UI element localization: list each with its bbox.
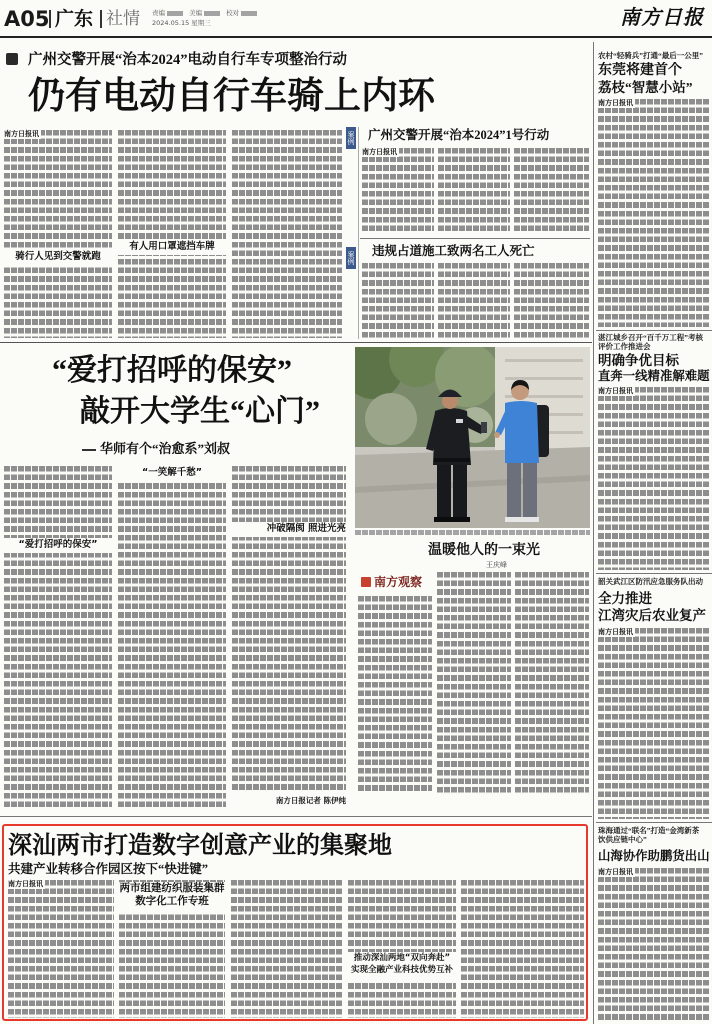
article-body-text [119, 880, 225, 1018]
dateline: 南方日报讯 [8, 880, 43, 888]
issue-date: 2024.05.15 星期三 [152, 19, 211, 27]
case-label: 案例 [346, 247, 356, 269]
article-body-text [8, 880, 114, 1018]
dateline: 南方日报讯 [598, 99, 633, 107]
top-story-headline: 仍有电动自行车骑上内环 [28, 76, 435, 117]
article-body-text [437, 572, 511, 794]
article-body-text [231, 880, 343, 1018]
bottom-story-deck: 共建产业转移合作园区按下“快进键” [8, 862, 209, 876]
sidebar-kicker: 韶关武江区防汛应急服务队出动 [598, 577, 703, 586]
article-body-text [348, 880, 456, 1018]
header-separator [100, 10, 102, 28]
article-body-text [438, 263, 510, 338]
sidebar-kicker: 农村“轻骑兵”打通“最后一公里” [598, 51, 703, 60]
commentary-author: 王庆峰 [486, 561, 507, 569]
feature-headline-line2: 敲开大学生“心门” [80, 395, 320, 428]
dateline: 南方日报讯 [4, 130, 39, 138]
article-body-text [4, 466, 112, 810]
top-story-kicker: 广州交警开展“治本2024”电动自行车专项整治行动 [28, 52, 347, 68]
case-label: 案例 [346, 127, 356, 149]
credit-name [241, 11, 257, 16]
dateline: 南方日报讯 [362, 148, 397, 156]
subheading: “一笑解千愁” [118, 466, 226, 481]
feature-byline: 南方日报记者 陈伊纯 [275, 796, 346, 805]
story-marker-icon [6, 53, 18, 65]
article-body-text [362, 148, 434, 234]
subheading [348, 952, 456, 980]
section-name: 广东 [55, 8, 94, 30]
case-story-title: 违规占道施工致两名工人死亡 [372, 244, 535, 258]
column-name: 南方观察 [374, 575, 423, 589]
sidebar-title: 直奔一线精准解难题 [598, 369, 710, 383]
header-rule [0, 36, 712, 38]
subheading-line: 两市组建纺织服装集群 [119, 882, 225, 894]
article-body-text [598, 99, 710, 327]
story-divider [360, 238, 590, 239]
subheading: 有人用口罩遮挡车牌 [118, 240, 226, 255]
article-body-text [362, 263, 434, 338]
article-body-text [358, 596, 432, 794]
section-divider [0, 342, 592, 343]
deck-dash [82, 449, 96, 451]
article-body-text [598, 628, 710, 819]
article-body-text [118, 130, 226, 338]
photo-caption [355, 530, 590, 536]
article-body-text [232, 466, 346, 792]
bottom-story-headline: 深汕两市打造数字创意产业的集聚地 [8, 833, 392, 859]
sidebar-kicker: 珠海通过“联名”打造“金湾新茶 [598, 826, 700, 835]
subheading [119, 882, 225, 912]
dateline: 南方日报讯 [598, 387, 633, 395]
dateline: 南方日报讯 [598, 628, 633, 636]
feature-deck: 华师有个“治愈系”刘叔 [100, 441, 231, 456]
header-credits [152, 8, 261, 28]
article-body-text [461, 880, 584, 1018]
subheading-line: 数字化工作专班 [135, 895, 209, 907]
page-number: A05 [4, 7, 50, 31]
article-body-text [232, 130, 342, 338]
sidebar-title: 明确争优目标 [598, 353, 679, 368]
article-body-text [438, 148, 510, 234]
sidebar-divider [596, 822, 712, 823]
subheading-line: 实现全融产业科技优势互补 [350, 965, 453, 975]
feature-headline-line1: “爱打招呼的保安” [52, 354, 292, 387]
subheading: 骑行人见到交警就跑 [4, 250, 112, 265]
sidebar-divider [596, 330, 712, 331]
sidebar-kicker: 湛江城乡召开“百千万工程”考核 [598, 333, 703, 342]
article-body-text [598, 387, 710, 570]
sidebar-title: 全力推进 [598, 591, 652, 606]
credit-label: 美编 [189, 9, 203, 17]
column-badge-icon [361, 577, 371, 587]
subheading: “爱打招呼的保安” [4, 538, 112, 553]
subsection-name: 社情 [106, 9, 140, 29]
case-divider [358, 127, 359, 339]
sidebar-title: 东莞将建首个 [598, 63, 682, 78]
case-story-title: 广州交警开展“治本2024”1号行动 [368, 128, 550, 142]
sidebar-kicker: 评价工作推进会 [598, 342, 651, 351]
article-body-text [515, 572, 589, 794]
section-divider [0, 816, 592, 817]
credit-name [204, 11, 220, 16]
sidebar-divider [596, 573, 712, 574]
credit-label: 校对 [226, 9, 240, 17]
photo-guard-and-student [355, 347, 590, 528]
sidebar-title: 荔枝“智慧小站” [598, 80, 693, 95]
credit-name [167, 11, 183, 16]
sidebar-kicker: 饮供应链中心” [598, 835, 647, 844]
article-body-text [514, 148, 589, 234]
newspaper-logo: 南方日报 [620, 7, 704, 29]
subheading: 冲破隔阂 照进光亮 [232, 522, 346, 537]
header-separator [49, 10, 51, 28]
sidebar-title: 山海协作助鹏货出山 [598, 849, 710, 863]
credit-label: 责编 [152, 9, 165, 17]
article-body-text [4, 130, 112, 338]
article-body-text [598, 868, 710, 1020]
article-body-text [118, 466, 226, 810]
feature-photo [355, 347, 590, 528]
article-body-text [514, 263, 589, 338]
dateline: 南方日报讯 [598, 868, 633, 876]
sidebar-title: 江湾灾后农业复产 [598, 608, 706, 623]
commentary-title: 温暖他人的一束光 [428, 543, 540, 558]
column-divider [593, 42, 594, 1024]
subheading-line: 推动深汕两地“双向奔赴” [353, 953, 451, 963]
